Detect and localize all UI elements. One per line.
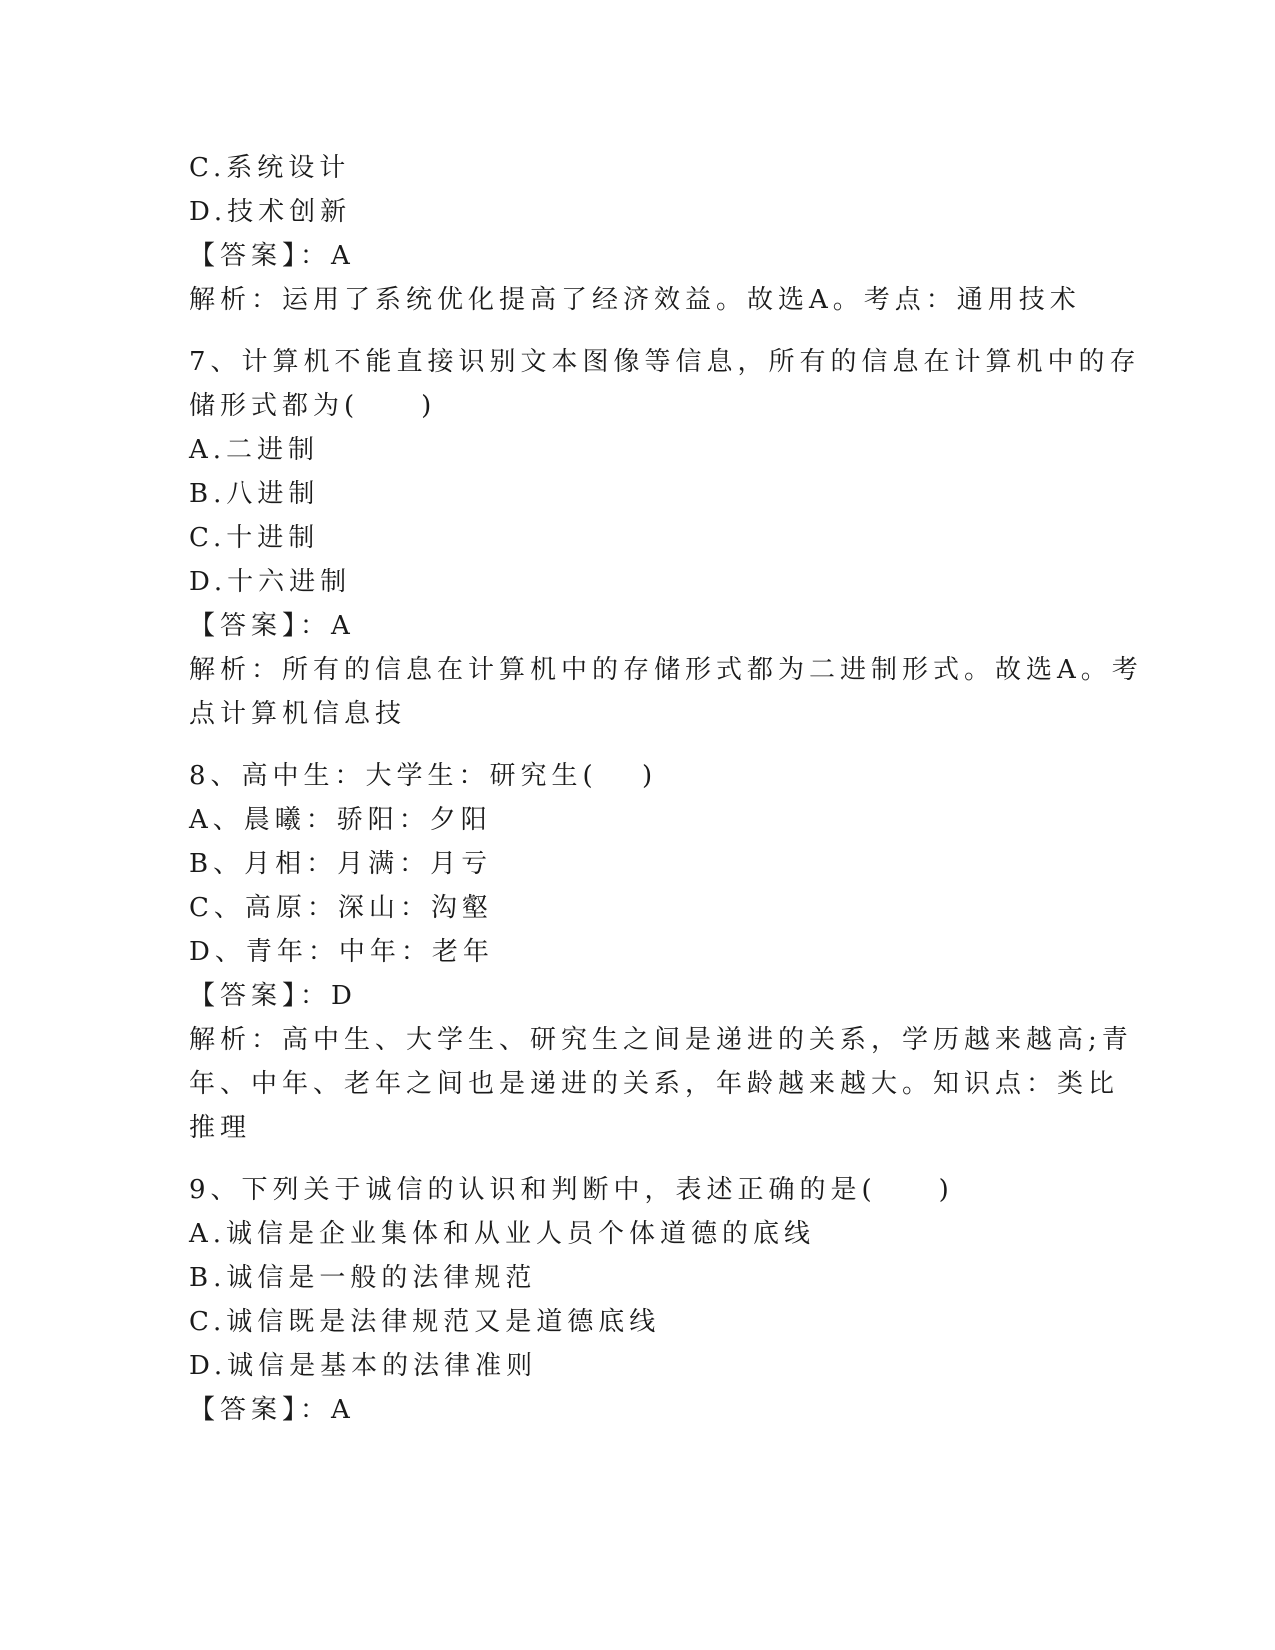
option-b: B.诚信是一般的法律规范 — [189, 1263, 537, 1293]
option-a: A.诚信是企业集体和从业人员个体道德的底线 — [189, 1219, 816, 1249]
option-a: A.二进制 — [189, 435, 320, 465]
option-b: B、月相：月满：月亏 — [189, 849, 493, 879]
option-d: D.诚信是基本的法律准则 — [189, 1351, 538, 1381]
option-a: A、晨曦：骄阳：夕阳 — [189, 805, 492, 835]
explanation-line: 解析：高中生、大学生、研究生之间是递进的关系，学历越来越高;青 — [189, 1025, 1133, 1055]
question-6-continuation — [189, 146, 1089, 322]
question-7 — [189, 340, 1143, 736]
explanation-line: 点计算机信息技 — [189, 699, 407, 729]
option-b: B.八进制 — [189, 479, 320, 509]
explanation-line: 年、中年、老年之间也是递进的关系，年龄越来越大。知识点：类比 — [189, 1069, 1120, 1099]
question-8 — [189, 754, 1133, 1150]
answer: 【答案】：A — [189, 611, 355, 641]
option-c: C、高原：深山：沟壑 — [189, 893, 493, 923]
option-c: C.诚信既是法律规范又是道德底线 — [189, 1307, 661, 1337]
option-d: D.技术创新 — [189, 197, 352, 227]
question-stem-line: 9、下列关于诚信的认识和判断中，表述正确的是( ) — [189, 1175, 954, 1205]
answer: 【答案】：A — [189, 241, 355, 271]
explanation-line: 解析：所有的信息在计算机中的存储形式都为二进制形式。故选A。考 — [189, 655, 1143, 685]
question-stem-line: 8、高中生：大学生：研究生( ) — [189, 761, 658, 791]
option-c: C.十进制 — [189, 523, 320, 553]
question-stem-line: 7、计算机不能直接识别文本图像等信息，所有的信息在计算机中的存 — [189, 347, 1141, 377]
option-d: D.十六进制 — [189, 567, 352, 597]
answer: 【答案】：A — [189, 1395, 355, 1425]
option-d: D、青年：中年：老年 — [189, 937, 494, 967]
document-page — [189, 146, 1143, 1432]
option-c: C.系统设计 — [189, 153, 351, 183]
explanation-line: 解析：运用了系统优化提高了经济效益。故选A。考点：通用技术 — [189, 285, 1081, 315]
question-9 — [189, 1168, 1089, 1432]
question-stem-line: 储形式都为( ) — [189, 391, 437, 421]
explanation-line: 推理 — [189, 1113, 252, 1143]
answer: 【答案】：D — [189, 981, 357, 1011]
